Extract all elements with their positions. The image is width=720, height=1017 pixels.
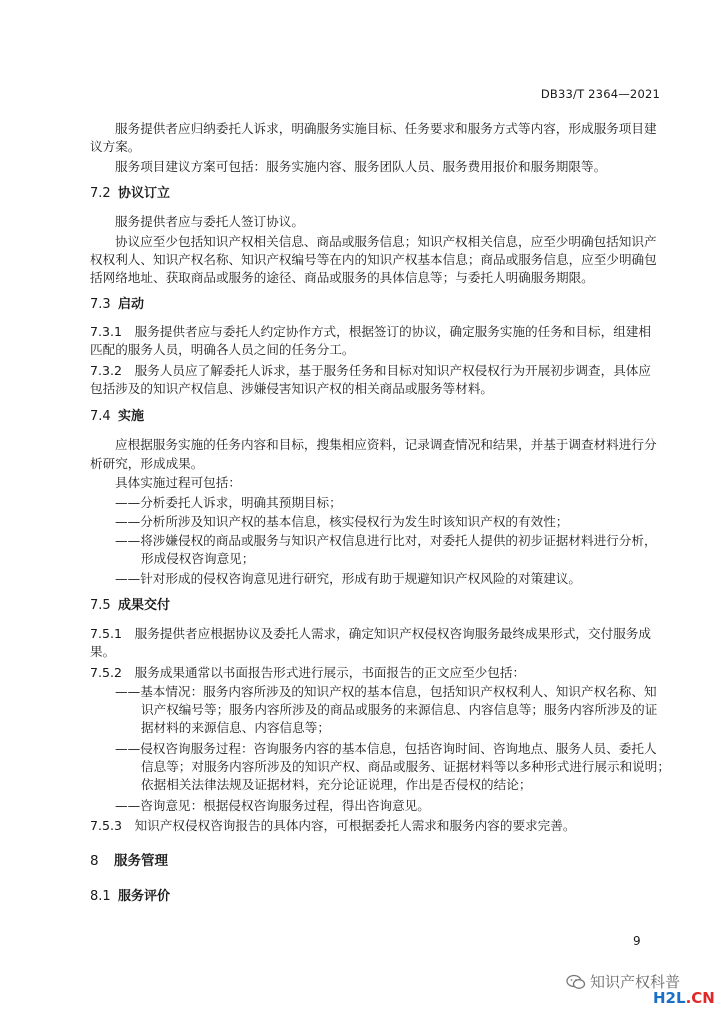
section-heading [90,888,170,906]
section-title: 启动 [118,297,145,312]
body-line: 权权利人、知识产权名称、知识产权编号等在内的知识产权基本信息；商品或服务信息，应至少明确包 [90,252,657,267]
body-line: 7.5.2 服务成果通常以书面报告形式进行展示，书面报告的正文应至少包括： [90,665,526,680]
body-line: 析研究，形成成果。 [90,456,204,471]
watermark-site: H2L.CN [653,989,715,1007]
body-line: 议方案。 [90,139,141,154]
list-item-continuation: 形成侵权咨询意见； [141,551,255,566]
section-heading [90,296,144,314]
watermark-text: 知识产权科普 [590,973,681,991]
section-heading [90,597,170,615]
body-line: 包括涉及的知识产权信息、涉嫌侵害知识产权的相关商品或服务等材料。 [90,381,493,396]
section-number: 7.3 [90,297,111,312]
body-line: 匹配的服务人员，明确各人员之间的任务分工。 [90,342,355,357]
section-number: 7.5 [90,598,111,613]
section-title: 实施 [118,409,145,424]
list-item-continuation: 信息等；对服务内容所涉及的知识产权、商品或服务、证据材料等以多种形式进行展示和说明； [141,759,670,774]
list-item-continuation: 识产权编号等；服务内容所涉及的商品或服务的来源信息、内容信息等；服务内容所涉及的证 [141,702,658,717]
section-heading [90,185,170,203]
chapter-number: 8 [90,853,99,869]
section-number: 8.1 [90,889,111,904]
body-line: 服务项目建议方案可包括：服务实施内容、服务团队人员、服务费用报价和服务期限等。 [115,159,607,174]
list-item: ——将涉嫌侵权的商品或服务与知识产权信息进行比对，对委托人提供的初步证据材料进行分析， [115,533,657,548]
section-number: 7.2 [90,186,111,201]
body-line: 7.3.1 服务提供者应与委托人约定协作方式，根据签订的协议，确定服务实施的任务和目标，组建相 [90,324,651,339]
body-line: 括网络地址、获取商品或服务的途径、商品或服务的具体信息等；与委托人明确服务期限。 [90,270,594,285]
list-item: ——咨询意见：根据侵权咨询服务过程，得出咨询意见。 [115,798,430,813]
body-line: 具体实施过程可包括： [115,475,241,490]
wechat-icon [566,974,586,990]
section-title: 服务评价 [118,889,171,904]
chapter-heading [90,852,168,870]
body-line: 协议应至少包括知识产权相关信息、商品或服务信息；知识产权相关信息，应至少明确包括知识产 [115,234,657,249]
document-code: DB33/T 2364—2021 [540,87,660,101]
section-title: 协议订立 [118,186,171,201]
list-item: ——针对形成的侵权咨询意见进行研究，形成有助于规避知识产权风险的对策建议。 [115,571,581,586]
body-line: 服务提供者应与委托人签订协议。 [115,214,304,229]
list-item: ——基本情况：服务内容所涉及的知识产权的基本信息，包括知识产权权利人、知识产权名称、知 [115,684,657,699]
body-line: 应根据服务实施的任务内容和目标，搜集相应资料，记录调查情况和结果，并基于调查材料进行分 [115,437,657,452]
page-number: 9 [633,934,641,948]
list-item-continuation: 依据相关法律法规及证据材料，充分论证说理，作出是否侵权的结论； [141,777,532,792]
section-number: 7.4 [90,409,111,424]
chapter-title: 服务管理 [114,853,168,869]
body-line: 果。 [90,644,116,659]
list-item: ——分析所涉及知识产权的基本信息，核实侵权行为发生时该知识产权的有效性； [115,514,569,529]
body-line: 7.5.1 服务提供者应根据协议及委托人需求，确定知识产权侵权咨询服务最终成果形式，交付服务成 [90,626,651,641]
list-item: ——侵权咨询服务过程：咨询服务内容的基本信息，包括咨询时间、咨询地点、服务人员、委托人 [115,741,657,756]
body-line: 服务提供者应归纳委托人诉求，明确服务实施目标、任务要求和服务方式等内容，形成服务项目建 [115,121,657,136]
section-title: 成果交付 [118,598,171,613]
list-item: ——分析委托人诉求，明确其预期目标； [115,495,342,510]
body-line: 7.3.2 服务人员应了解委托人诉求，基于服务任务和目标对知识产权侵权行为开展初步调查，具体应 [90,363,651,378]
section-heading [90,408,144,426]
list-item-continuation: 据材料的来源信息、内容信息等； [141,720,330,735]
body-line: 7.5.3 知识产权侵权咨询报告的具体内容，可根据委托人需求和服务内容的要求完善。 [90,818,576,833]
